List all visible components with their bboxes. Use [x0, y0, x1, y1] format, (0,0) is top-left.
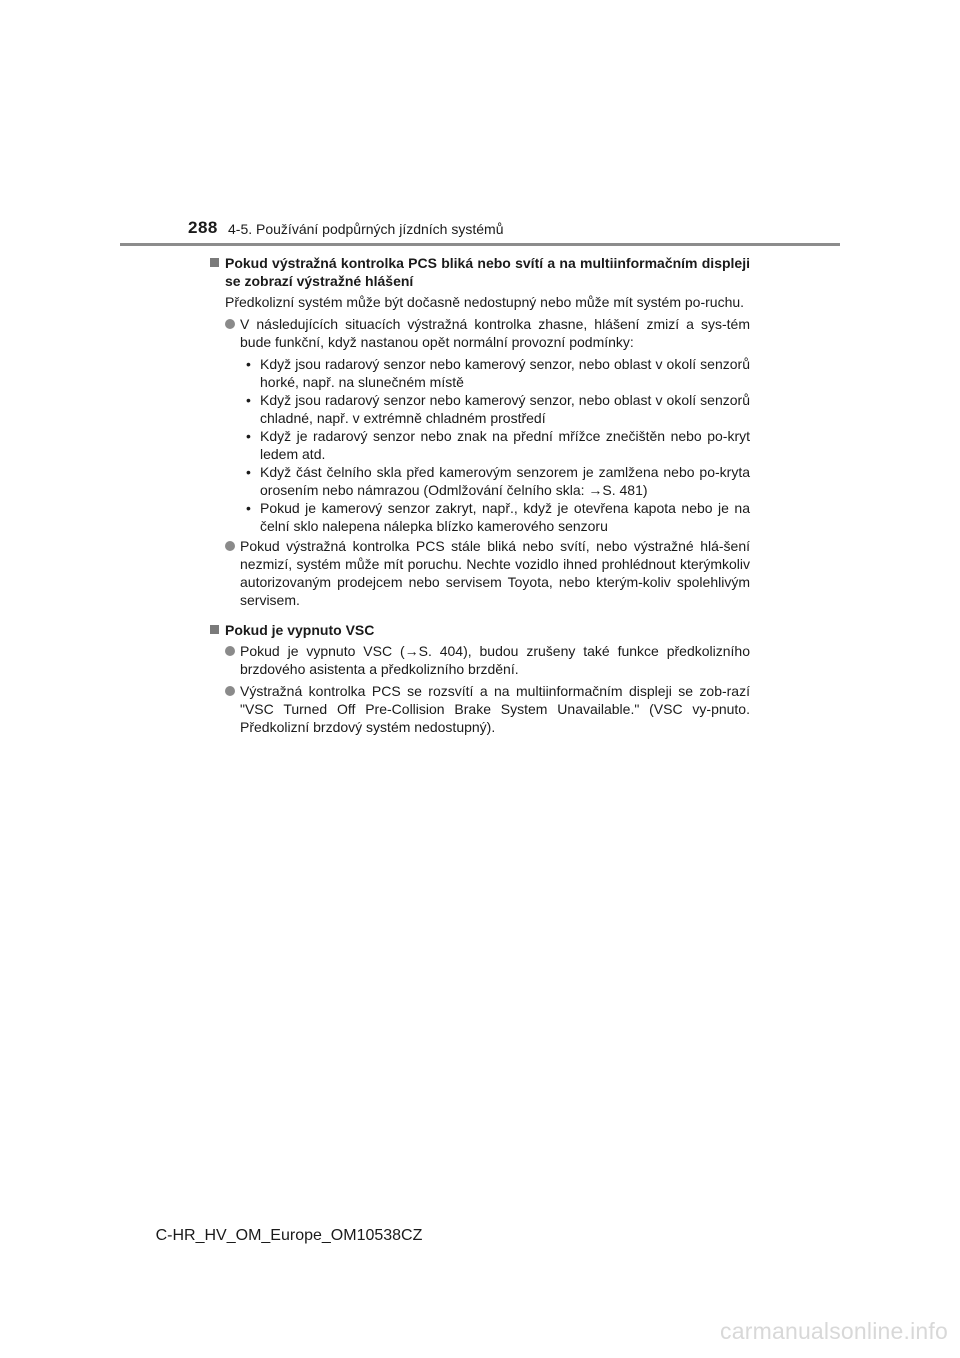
- section-heading-pcs: Pokud výstražná kontrolka PCS bliká nebo svítí a na multiinformačním displeji se zobrazí výstražné hlášení: [210, 254, 750, 290]
- circle-bullet-icon: [225, 686, 235, 696]
- list-item: Výstražná kontrolka PCS se rozsvítí a na multiinformačním displeji se zob-razí "VSC Turned Off Pre-Collision Brake System Unavailable." (VSC vy-pnuto. Předkolizní brzdový systém nedostupný).: [210, 682, 750, 736]
- page-footer: [0, 1227, 960, 1245]
- section-title: 4-5. Používání podpůrných jízdních systémů: [228, 221, 504, 237]
- watermark: carmanualsonline.info: [720, 1318, 948, 1344]
- list-item: Pokud je vypnuto VSC (→S. 404), budou zrušeny také funkce předkolizního brzdového asistenta a předkolizního brzdění.: [210, 642, 750, 678]
- sub-bullet-item: • Když část čelního skla před kamerovým senzorem je zamlžena nebo po-kryta orosením nebo námrazou (Odmlžování čelního skla: →S. 481): [246, 464, 750, 498]
- sub-bullet-item: • Když jsou radarový senzor nebo kamerový senzor, nebo oblast v okolí senzorů horké, např. na slunečném místě: [246, 356, 750, 390]
- circle-bullet-icon: [225, 541, 235, 551]
- sub-bullet-item: • Když jsou radarový senzor nebo kamerový senzor, nebo oblast v okolí senzorů chladné, např. v extrémně chladném prostředí: [246, 392, 750, 426]
- section-intro: Předkolizní systém může být dočasně nedostupný nebo může mít systém po-ruchu.: [225, 294, 745, 310]
- list-item: V následujících situacích výstražná kontrolka zhasne, hlášení zmizí a sys-tém bude funkční, když nastanou opět normální provozní podmínky:: [210, 315, 750, 351]
- document-code: C-HR_HV_OM_Europe_OM10538CZ: [155, 1227, 423, 1244]
- sub-bullet-list: [210, 355, 750, 535]
- list-item: Pokud výstražná kontrolka PCS stále bliká nebo svítí, nebo výstražné hlá-šení nezmizí, systém může mít poruchu. Nechte vozidlo ihned prohlédnout kterýmkoliv autorizovaným prodejcem nebo servisem Toyota, nebo kterým-koliv spolehlivým servisem.: [210, 537, 750, 609]
- square-bullet-icon: [210, 258, 219, 267]
- main-content: [210, 254, 750, 740]
- square-bullet-icon: [210, 625, 219, 634]
- circle-bullet-icon: [225, 646, 235, 656]
- circle-bullet-icon: [225, 319, 235, 329]
- page-number: 288: [188, 218, 218, 237]
- sub-bullet-item: • Pokud je kamerový senzor zakryt, např., když je otevřena kapota nebo je na čelní sklo nalepena nálepka blízko kamerového senzoru: [246, 500, 750, 534]
- section-heading-vsc: Pokud je vypnuto VSC: [210, 621, 750, 639]
- header-divider: [120, 243, 840, 246]
- sub-bullet-item: • Když je radarový senzor nebo znak na přední mřížce znečištěn nebo po-kryt ledem atd.: [246, 428, 750, 462]
